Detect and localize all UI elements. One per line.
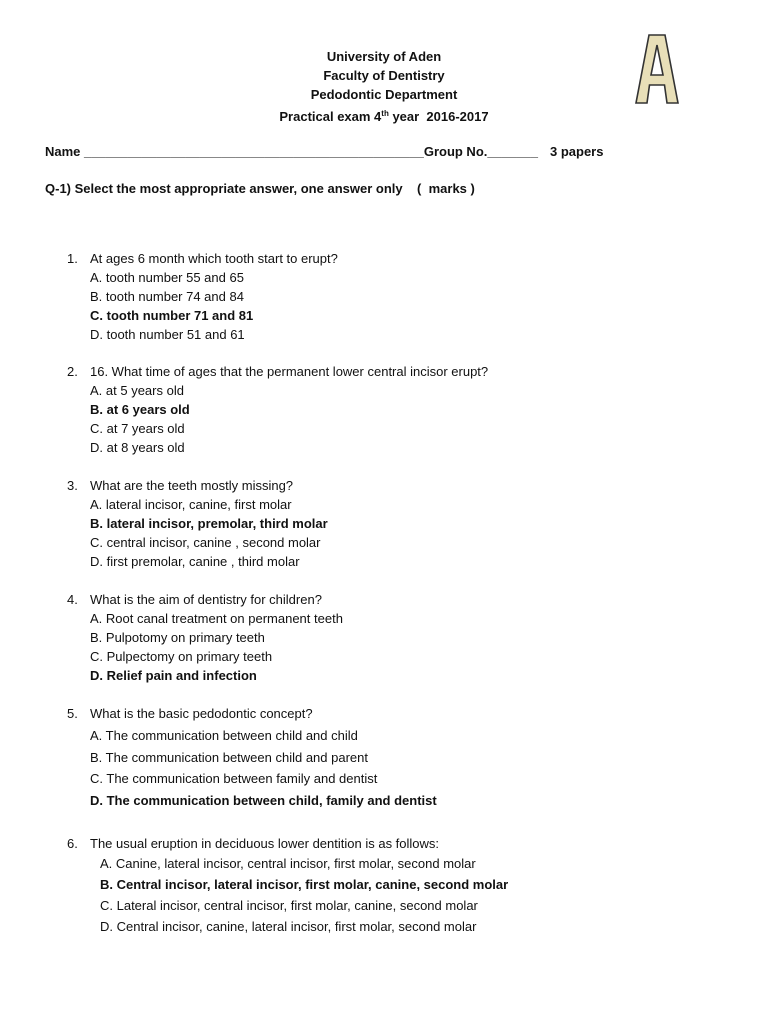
option-d: D. Central incisor, canine, lateral incisor, first molar, second molar [100,919,477,934]
question-number: 2. [67,364,78,379]
question-number: 4. [67,592,78,607]
question-text: At ages 6 month which tooth start to erupt? [90,251,338,266]
exam-title [0,104,768,126]
option-b: B. tooth number 74 and 84 [90,289,244,304]
option-a: A. Root canal treatment on permanent teeth [90,611,343,626]
option-d: D. at 8 years old [90,440,185,455]
question-number: 1. [67,251,78,266]
exam-title-suffix: year 2016-2017 [388,109,489,124]
option-a: A. Canine, lateral incisor, central incisor, first molar, second molar [100,856,476,871]
question-number: 6. [67,836,78,851]
option-a: A. at 5 years old [90,383,184,398]
exam-title-sup: th [381,109,389,118]
option-b: B. The communication between child and parent [90,749,368,765]
question-number: 3. [67,478,78,493]
question-1 [67,249,747,344]
name-row [45,144,603,159]
option-a: A. tooth number 55 and 65 [90,270,244,285]
question-2 [67,362,747,457]
option-b: B. Pulpotomy on primary teeth [90,630,265,645]
option-c: C. The communication between family and dentist [90,771,378,786]
version-letter-graphic [634,33,680,107]
question-6 [67,834,747,937]
option-c: C. tooth number 71 and 81 [90,308,254,323]
question-text: What are the teeth mostly missing? [90,478,294,493]
option-c: C. Pulpectomy on primary teeth [90,649,273,664]
question-text: What is the aim of dentistry for children? [90,592,322,607]
option-d: D. The communication between child, family and dentist [90,792,437,808]
option-a: A. The communication between child and child [90,728,358,743]
question-text: The usual eruption in deciduous lower dentition is as follows: [90,836,440,851]
papers-count: 3 papers [549,144,604,159]
option-b: B. at 6 years old [90,402,190,417]
question-5 [67,704,747,811]
department-name: Pedodontic Department [310,87,458,102]
option-d: D. first premolar, canine , third molar [90,554,300,569]
question-4 [67,590,747,685]
section-title: Q-1) Select the most appropriate answer, one answer only ( marks ) [45,181,475,196]
group-label: Group No._______ [423,144,538,159]
option-c: C. Lateral incisor, central incisor, first molar, canine, second molar [100,898,478,913]
option-b: B. lateral incisor, premolar, third molar [90,516,328,531]
question-text: 16. What time of ages that the permanent lower central incisor erupt? [90,364,489,379]
name-label: Name _______________________________________________ [45,144,424,159]
faculty-name: Faculty of Dentistry [323,68,445,83]
option-c: C. at 7 years old [90,421,185,436]
option-a: A. lateral incisor, canine, first molar [90,497,292,512]
question-text: What is the basic pedodontic concept? [90,706,313,721]
option-b: B. Central incisor, lateral incisor, first molar, canine, second molar [100,877,509,892]
question-3 [67,476,747,571]
university-name: University of Aden [326,49,442,64]
option-d: D. Relief pain and infection [90,668,257,683]
question-number: 5. [67,706,78,721]
exam-title-prefix: Practical exam 4 [279,109,382,124]
option-d: D. tooth number 51 and 61 [90,327,245,342]
option-c: C. central incisor, canine , second molar [90,535,321,550]
